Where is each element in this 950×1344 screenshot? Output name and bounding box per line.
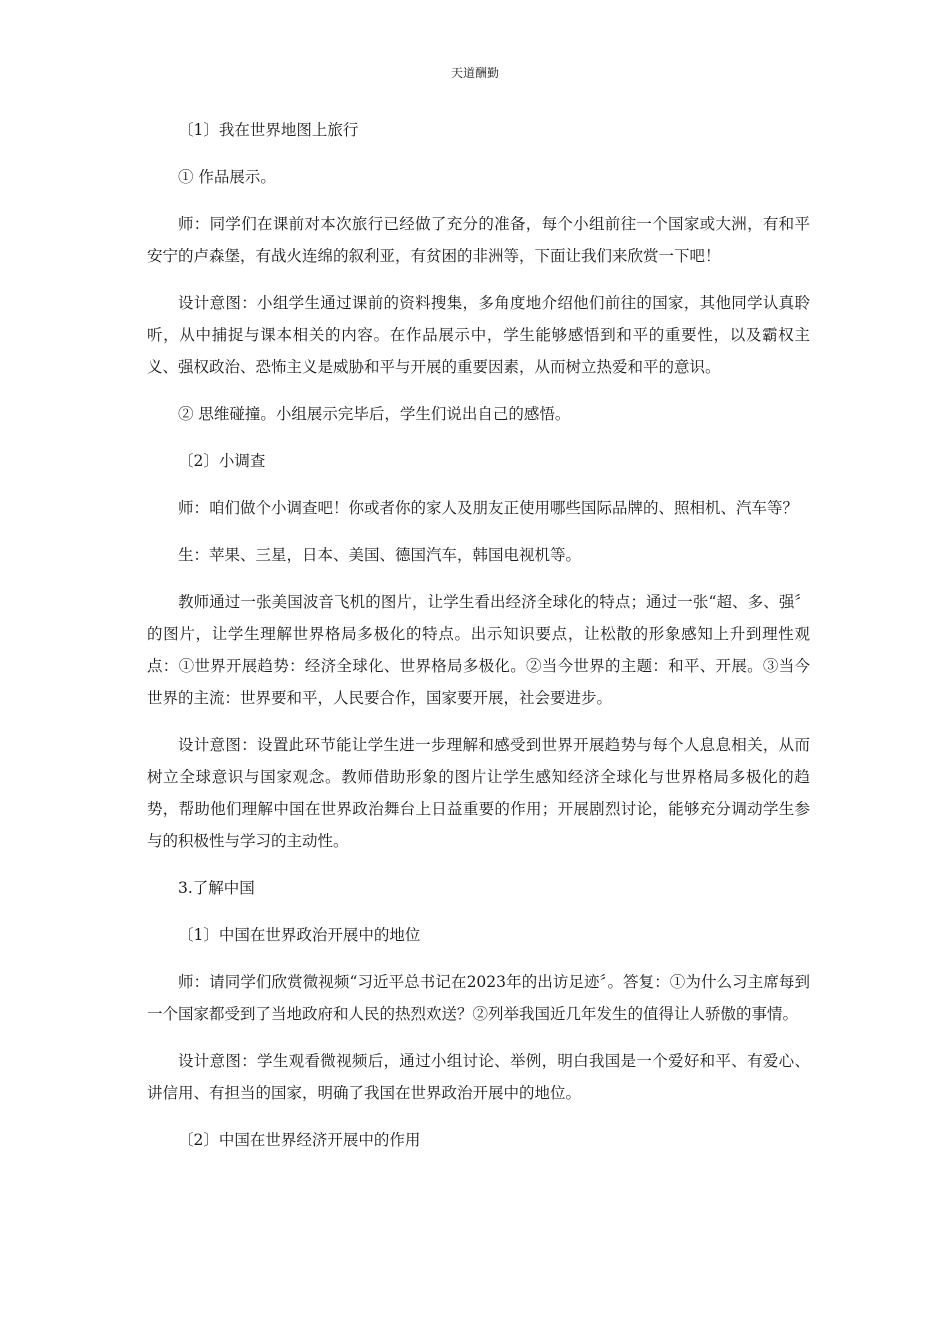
document-body: [147, 114, 810, 1171]
teacher-dialogue: 师：咱们做个小调查吧！你或者你的家人及朋友正使用哪些国际品牌的、照相机、汽车等？: [178, 499, 799, 517]
section-heading-economy: 〔2〕中国在世界经济开展中的作用: [178, 1131, 421, 1149]
section-heading-travel: 〔1〕我在世界地图上旅行: [178, 121, 359, 139]
teacher-dialogue: 师：请同学们欣赏微视频“习近平总书记在2023年的出访足迹〞。答复：①为什么习主席每到一个国家都受到了当地政府和人民的热烈欢送？②列举我国近几年发生的值得让人骄傲的事情。: [147, 973, 810, 1023]
design-intent-paragraph: 设计意图：学生观看微视频后，通过小组讨论、举例，明白我国是一个爱好和平、有爱心、讲信用、有担当的国家，明确了我国在世界政治开展中的地位。: [147, 1052, 810, 1102]
list-item-thinking: ② 思维碰撞。小组展示完毕后，学生们说出自己的感悟。: [178, 405, 571, 423]
design-intent-paragraph: 设计意图：设置此环节能让学生进一步理解和感受到世界开展趋势与每个人息息相关，从而树立全球意识与国家观念。教师借助形象的图片让学生感知经济全球化与世界格局多极化的趋势，帮助他们理解中国在世界政治舞台上日益重要的作用；开展剧烈讨论，能够充分调动学生参与的积极性与学习的主动性。: [147, 736, 810, 850]
list-item-work-display: ① 作品展示。: [178, 168, 276, 186]
page-header: 天道酬勤: [450, 66, 499, 80]
body-paragraph: 教师通过一张美国波音飞机的图片，让学生看出经济全球化的特点；通过一张“超、多、强〞的图片，让学生理解世界格局多极化的特点。出示知识要点，让松散的形象感知上升到理性观点：①世界开展趋势：经济全球化、世界格局多极化。②当今世界的主题：和平、开展。③当今世界的主流：世界要和平，人民要合作，国家要开展，社会要进步。: [147, 593, 810, 707]
teacher-dialogue: 师：同学们在课前对本次旅行已经做了充分的准备，每个小组前往一个国家或大洲，有和平安宁的卢森堡，有战火连绵的叙利亚，有贫困的非洲等，下面让我们来欣赏一下吧！: [147, 215, 810, 265]
section-heading-china: 3.了解中国: [178, 879, 255, 897]
design-intent-paragraph: 设计意图：小组学生通过课前的资料搜集，多角度地介绍他们前往的国家，其他同学认真聆听，从中捕捉与课本相关的内容。在作品展示中，学生能够感悟到和平的重要性，以及霸权主义、强权政治、恐怖主义是威胁和平与开展的重要因素，从而树立热爱和平的意识。: [147, 294, 810, 376]
student-dialogue: 生：苹果、三星，日本、美国、德国汽车，韩国电视机等。: [178, 546, 582, 564]
section-heading-politics: 〔1〕中国在世界政治开展中的地位: [178, 926, 421, 944]
section-heading-survey: 〔2〕小调查: [178, 452, 266, 470]
